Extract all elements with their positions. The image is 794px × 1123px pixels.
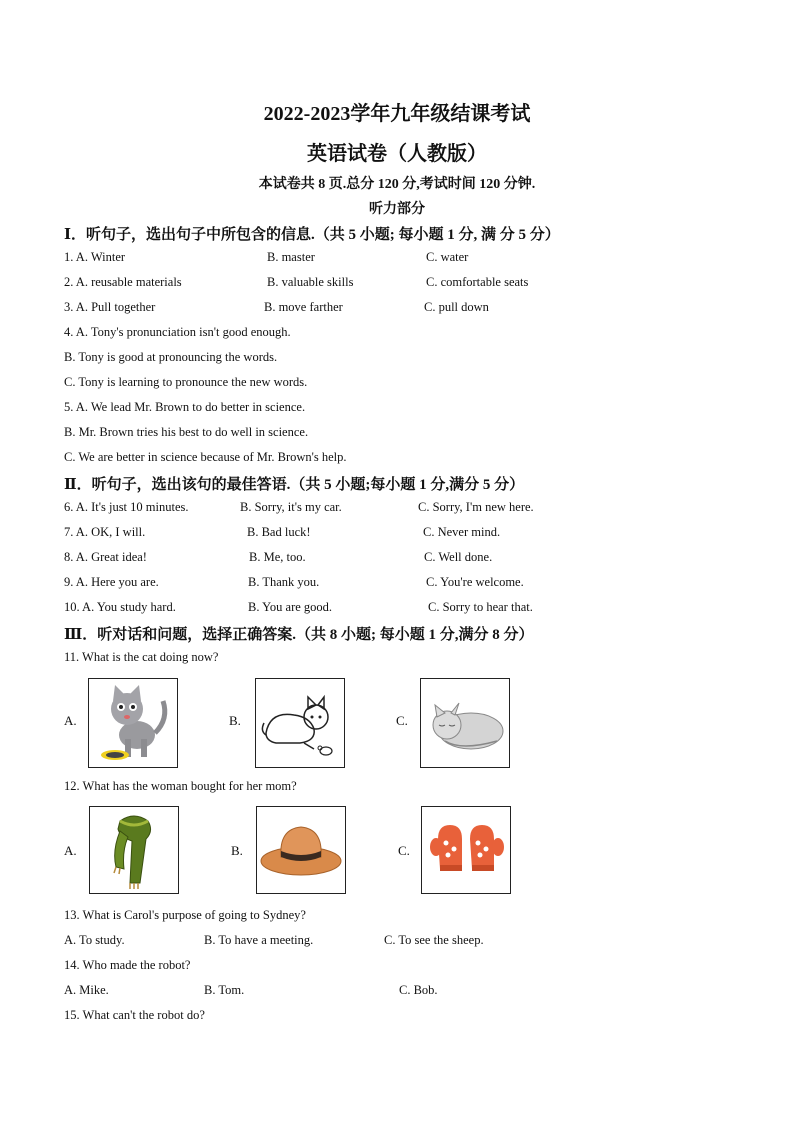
section-3-heading: Ⅲ．听对话和问题，选择正确答案.（共 8 小题; 每小题 1 分,满分 8 分） xyxy=(64,627,534,643)
q4-option-c: C. Tony is learning to pronounce the new words. xyxy=(64,375,308,389)
q7-option-c: C. Never mind. xyxy=(423,525,501,539)
q14-option-b: B. Tom. xyxy=(204,983,245,997)
q6-option-a: 6. A. It's just 10 minutes. xyxy=(64,500,189,514)
q14-question: 14. Who made the robot? xyxy=(64,958,191,972)
section-2-heading: Ⅱ．听句子，选出该句的最佳答语.（共 5 小题;每小题 1 分,满分 5 分） xyxy=(64,477,525,493)
q1-option-b: B. master xyxy=(267,250,315,264)
q3-option-b: B. move farther xyxy=(264,300,343,314)
q9-option-c: C. You're welcome. xyxy=(426,575,524,589)
q2-option-b: B. valuable skills xyxy=(267,275,354,289)
q12-question: 12. What has the woman bought for her mom? xyxy=(64,779,297,793)
q11-label-a: A. xyxy=(64,713,77,728)
q8-option-b: B. Me, too. xyxy=(249,550,306,564)
q6-option-b: B. Sorry, it's my car. xyxy=(240,500,342,514)
q8-option-a: 8. A. Great idea! xyxy=(64,550,147,564)
q12-label-b: B. xyxy=(231,843,243,858)
q10-option-c: C. Sorry to hear that. xyxy=(428,600,533,614)
q12-label-a: A. xyxy=(64,843,77,858)
listening-part-heading: 听力部分 xyxy=(369,202,425,217)
section-1-heading: Ⅰ．听句子，选出句子中所包含的信息.（共 5 小题; 每小题 1 分, 满 分 5 分） xyxy=(64,227,560,243)
scarf-icon xyxy=(89,806,179,894)
hat-icon xyxy=(256,806,346,894)
q5-option-a: 5. A. We lead Mr. Brown to do better in science. xyxy=(64,400,306,414)
q2-option-c: C. comfortable seats xyxy=(426,275,529,289)
paper-subtitle: 英语试卷（人教版） xyxy=(307,143,487,165)
q13-option-b: B. To have a meeting. xyxy=(204,933,314,947)
q3-option-c: C. pull down xyxy=(424,300,489,314)
q10-option-a: 10. A. You study hard. xyxy=(64,600,176,614)
q5-option-c: C. We are better in science because of Mr. Brown's help. xyxy=(64,450,347,464)
cat-with-fish-icon xyxy=(88,678,178,768)
q9-option-a: 9. A. Here you are. xyxy=(64,575,159,589)
q12-label-c: C. xyxy=(398,843,410,858)
sleeping-cat-icon xyxy=(420,678,510,768)
exam-title: 2022-2023学年九年级结课考试 xyxy=(263,103,531,125)
q15-question: 15. What can't the robot do? xyxy=(64,1008,205,1022)
q2-option-a: 2. A. reusable materials xyxy=(64,275,182,289)
q14-option-c: C. Bob. xyxy=(399,983,438,997)
q8-option-c: C. Well done. xyxy=(424,550,493,564)
q4-option-b: B. Tony is good at pronouncing the words. xyxy=(64,350,278,364)
q5-option-b: B. Mr. Brown tries his best to do well in science. xyxy=(64,425,309,439)
q11-question: 11. What is the cat doing now? xyxy=(64,650,219,664)
q13-option-c: C. To see the sheep. xyxy=(384,933,484,947)
q9-option-b: B. Thank you. xyxy=(248,575,320,589)
paper-info: 本试卷共 8 页.总分 120 分,考试时间 120 分钟. xyxy=(258,177,536,192)
q1-option-c: C. water xyxy=(426,250,469,264)
q14-option-a: A. Mike. xyxy=(64,983,109,997)
q11-label-b: B. xyxy=(229,713,241,728)
q3-option-a: 3. A. Pull together xyxy=(64,300,156,314)
q4-option-a: 4. A. Tony's pronunciation isn't good enough. xyxy=(64,325,291,339)
q10-option-b: B. You are good. xyxy=(248,600,333,614)
q13-option-a: A. To study. xyxy=(64,933,125,947)
mittens-icon xyxy=(421,806,511,894)
q11-label-c: C. xyxy=(396,713,408,728)
q6-option-c: C. Sorry, I'm new here. xyxy=(418,500,534,514)
cat-playing-mouse-icon xyxy=(255,678,345,768)
q1-option-a: 1. A. Winter xyxy=(64,250,126,264)
q7-option-b: B. Bad luck! xyxy=(247,525,311,539)
q7-option-a: 7. A. OK, I will. xyxy=(64,525,146,539)
q13-question: 13. What is Carol's purpose of going to Sydney? xyxy=(64,908,306,922)
